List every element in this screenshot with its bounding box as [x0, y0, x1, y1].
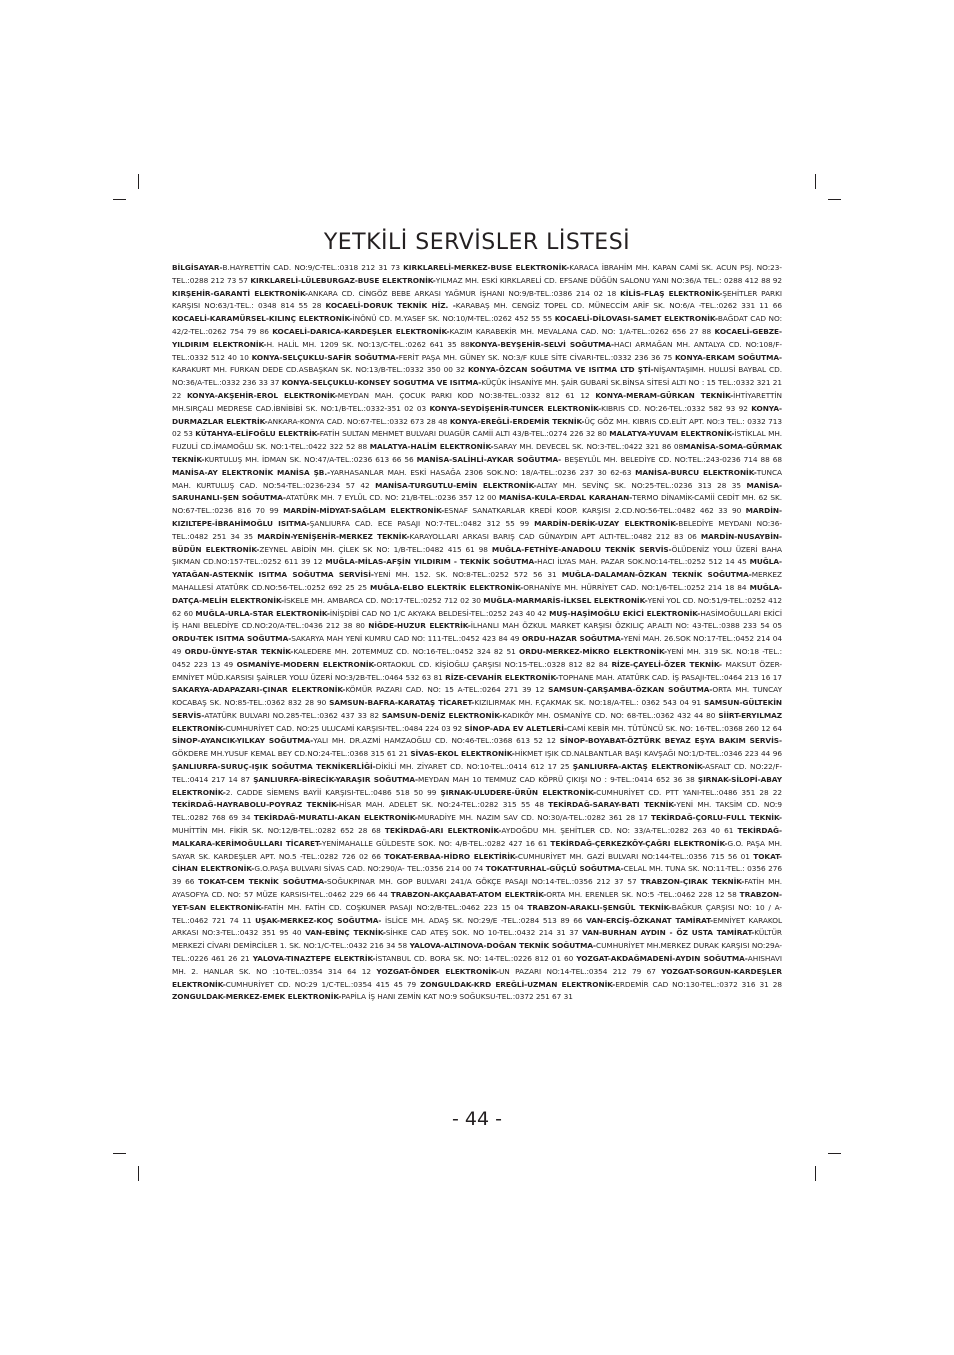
service-address: ALTAY MH. SEVİNÇ SK. NO:25-TEL.:0236 313 28 35	[536, 480, 747, 490]
service-address: G.O. PAŞA MH. SAYAR SK. KARDEŞLER APT. NO.5 -TEL.:0282 726 02 66	[172, 838, 782, 861]
service-address: PAPİLA İŞ HANI ZEMİN KAT NO:9 SOĞUKSU-TEL.:0372 251 67 31	[341, 992, 573, 1002]
service-name: KİLİS-FLAŞ ELEKTRONİK-	[620, 288, 723, 298]
service-address: İNİŞDİBİ CAD NO 1/C AKYAKA BELDESİ-TEL.:0252 243 40 42	[329, 608, 550, 618]
service-address: YENİ YOL CD. NO:51/9-TEL.:0252 412 62 60	[172, 595, 783, 618]
service-address: ESNAF SANATKARLAR KREDİ KOOP. KARŞISI 2.CD.NO:56-TEL.:0482 462 33 90	[444, 506, 746, 516]
service-name: KONYA-ERKAM SOĞUTMA-	[674, 352, 783, 362]
service-entry	[391, 890, 740, 899]
service-entry	[384, 852, 753, 861]
service-address: ŞANLIURFA CAD. ECE PASAJI NO:7-TEL.:0482 312 55 99	[309, 518, 535, 528]
service-address: İHTİYARETTİN MH.SIRÇALI MEDRESE CAD.İBNİBİBİ SK. NO:1/B-TEL.:0332-351 02 03	[172, 390, 783, 413]
service-address: KADIKÖY MH. OSMANİYE CD. NO: 68-TEL.:0362 432 44 80	[502, 710, 719, 720]
service-entry	[329, 698, 704, 707]
service-name: ZONGULDAK-MERKEZ-EMEK ELEKTRONİK-	[172, 992, 342, 1002]
service-name: KONYA-AKŞEHİR-EROL ELEKTRONİK-	[187, 390, 338, 400]
service-name: MUĞLA-URLA-STAR ELEKTRONİK-	[195, 608, 330, 618]
service-entry	[283, 506, 746, 515]
service-name: ZONGULDAK-KRD EREĞLİ-UZMAN ELEKTRONİK-	[420, 979, 616, 989]
service-address: FATİH MH. FATİH CD. COŞKUNER PASAJI NO:2/B-TEL.:0462 223 15 04	[263, 902, 528, 912]
service-entry	[255, 916, 586, 925]
service-address: HACI İLYAS MAH. PAZAR SOK.NO:14-TEL.:0252 512 14 45	[537, 557, 750, 567]
service-address: G.O.PAŞA BULVARI SİVAS CAD. NO:290/A- TEL.:0356 214 00 74	[254, 864, 486, 874]
service-address: CUMHURİYET CD. PTT YANI-TEL.:0486 351 28 22	[596, 787, 783, 797]
service-name: MANİSA-SARUHANLI-ŞEN SOĞUTMA-	[172, 480, 782, 503]
service-name: KONYA-SEYDİŞEHİR-TUNCER ELEKTRONİK-	[429, 403, 602, 413]
service-name: BİLGİSAYAR-	[172, 263, 223, 272]
service-name: KOCAELİ-KARAMÜRSEL-KILINÇ ELEKTRONİK-	[172, 314, 353, 324]
service-address: ASFALT CD. NO:22/F-TEL.:0414 217 14 87	[172, 762, 782, 784]
service-name: SİİRT-ERYILMAZ ELEKTRONİK-	[172, 710, 782, 733]
service-name: YOZGAT-ÖNDER ELEKTRONİK-	[376, 966, 499, 976]
service-name: SİNOP-ADA EV ALETLERİ-	[464, 723, 567, 733]
service-address: KÜÇÜK İHSANİYE MH. ŞAİR GUBARİ SK.BİNSA SİTESİ ALTI NO : 15 TEL.:0332 321 21 22	[172, 378, 783, 400]
service-name: RİZE-CEVAHİR ELEKTRONİK-	[445, 672, 559, 682]
service-address: NİŞANTAŞIMH. HULUSİ BAYBAL CD. NO:36/A-TEL.:0332 236 33 37	[172, 365, 782, 388]
service-entry	[410, 749, 782, 758]
service-address: KIBRIS CD. NO:26-TEL.:0332 582 93 92	[601, 403, 752, 413]
service-entry	[195, 429, 609, 438]
service-address: KALEDERE MH. 20TEMMUZ CD. NO:16-TEL.:0452 324 82 51	[293, 646, 520, 656]
crop-mark-bottom-left-vertical	[138, 1166, 139, 1181]
service-address: ORHANİYE MH. HÜRRİYET CAD. NO:1/6-TEL.:0252 214 18 84	[523, 582, 750, 592]
service-name: KIRŞEHİR-GARANTİ ELEKTRONİK-	[172, 288, 308, 298]
service-address: YENİ MH. 152. SK. NO:8-TEL.:0252 572 56 31	[373, 570, 562, 580]
service-name: MANİSA-TURGUTLU-EMİN ELEKTRONİK-	[375, 480, 537, 490]
service-address: İSTİKLAL MH. FUZULİ CD.İMAMOĞLU SK. NO:1-TEL.:0422 322 52 88	[172, 429, 782, 452]
service-address: TOPHANE MAH. ATATÜRK CAD. İŞ PASAJI-TEL.:0464 213 16 17	[558, 672, 782, 682]
service-name: TOKAT-TURHAL-GÜÇLÜ SOĞUTMA-	[485, 864, 624, 874]
service-address: KÖMÜR PAZARI CAD. NO: 15 A-TEL.:0264 271 39 12	[345, 685, 549, 695]
service-entry	[370, 583, 750, 592]
service-address: MERKEZ MAHALLESİ ATATÜRK CD.NO:56-TEL.:0252 692 25 25	[172, 570, 782, 592]
service-entry	[382, 711, 718, 720]
service-address: H. HALİL MH. 1209 SK. NO:13/C-TEL.:0262 641 35 88	[266, 339, 470, 349]
service-name: MALATYA-YUVAM ELEKTRONİK-	[609, 429, 735, 439]
service-name: MARDİN-DERİK-UZAY ELEKTRONİK-	[534, 518, 679, 528]
service-name: MANİSA-KULA-ERDAL KARAHAN-	[498, 493, 633, 503]
service-address: KURTULUŞ MH. İDMAN SK. NO:47/A-TEL.:0236 613 66 56	[204, 454, 417, 464]
service-address: KARACA İBRAHİM MH. KAPAN CAMİ SK. ACUN PSJ. NO:23-TEL.:0288 212 73 57	[172, 263, 782, 285]
service-entry	[172, 289, 620, 298]
service-entry	[172, 685, 548, 694]
service-name: YALOVA-TINAZTEPE ELEKTRİK-	[252, 954, 376, 964]
service-name: ŞANLIURFA-SURUÇ-IŞIK SOĞUTMA TEKNİKERLİĞİ-	[172, 762, 376, 772]
service-address: KAZIM KARABEKİR MH. MEVALANA CAD. NO: 1/A-TEL.:0262 656 27 88	[449, 326, 715, 336]
service-address: 2. CADDE SİEMENS BAYİİ KARŞISI-TEL.:0486 518 50 99	[225, 787, 441, 797]
crop-mark-top-right-horizontal	[828, 199, 841, 200]
service-address: KARAYOLLARI ARKASI BARIŞ CAD GÜNAYDIN APT ALTI-TEL.:0482 212 83 06	[409, 531, 701, 541]
service-name: ŞANLIURFA-BİRECİK-YARAŞIR SOĞUTMA-	[253, 774, 418, 784]
service-entry	[385, 826, 738, 835]
service-entry	[172, 314, 555, 323]
service-address: GÖKDERE MH.YUSUF KEMAL BEY CD.NO:24-TEL.:0368 315 61 21	[172, 749, 411, 759]
service-name: VAN-EBİNÇ TEKNİK-	[305, 928, 386, 938]
service-address: HASİMOĞULLARI EKİCİ İŞ HANI BELEDİYE CD.NO:20/A-TEL.:0436 212 38 80	[172, 608, 782, 631]
service-address: CAMİ KEBİR MH. TÜTÜNCÜ SK. NO: 16-TEL.:0368 260 12 64	[566, 723, 782, 733]
service-name: KONYA-DURMAZLAR ELEKTRİK-	[172, 403, 782, 426]
service-address: İSLİCE MH. ADAŞ SK. NO:29/E -TEL.:0284 513 89 66	[381, 915, 587, 925]
service-name: KONYA-MERAM-GÜRKAN TEKNİK-	[595, 390, 734, 400]
service-address: HİKMET IŞIK CD.NALBANTLAR BAŞI KAVŞAĞI NO:1/D-TEL.:0346 223 44 96	[514, 749, 783, 759]
service-address: ATATÜRK MH. 7 EYLÜL CD. NO: 21/B-TEL.:0236 357 12 00	[285, 493, 499, 503]
service-address: HİSAR MAH. ADELET SK. NO:24-TEL.:0282 315 55 48	[339, 800, 549, 810]
service-name: RİZE-ÇAYELİ-ÖZER TEKNİK-	[611, 659, 726, 669]
service-address: ATATÜRK BULVARI NO.285-TEL.:0362 437 33 82	[204, 710, 382, 720]
service-name: SAKARYA-ADAPAZARI-ÇINAR ELEKTRONİK-	[172, 685, 346, 695]
service-name: YOZGAT-SORGUN-KARDEŞLER ELEKTRONİK-	[172, 966, 782, 989]
service-address: CUMHURİYET CAD. NO:25 ULUCAMİ KARŞISI-TEL.:0484 224 03 92	[225, 723, 465, 733]
service-address: BELEDİYE MEYDANI NO:36-TEL.:0482 251 34 35	[172, 518, 782, 541]
service-address: ANKARA CD. CİNGÖZ BEBE ARKASI YAĞMUR İŞHANI NO:9/B-TEL.:0386 214 02 18	[307, 288, 621, 298]
service-name: SİNOP-BOYABAT-ÖZTÜRK BEYAZ EŞYA BAKIM SERVİS-	[559, 736, 782, 746]
service-name: ORDU-ÜNYE-STAR TEKNİK-	[184, 646, 294, 656]
service-entry	[257, 532, 701, 541]
service-address: SARAY MH. DEVECEL SK. NO:3-TEL.:0422 321 86 08	[493, 442, 684, 452]
service-name: ŞIRNAK-ULUDERE-ÜRÜN ELEKTRONİK-	[440, 787, 597, 797]
service-name: KONYA-SELÇUKLU-KONSEY SOGUTMA VE ISITMA-	[281, 378, 482, 388]
service-name: KÜTAHYA-ELİFOĞLU ELEKTRİK-	[195, 429, 320, 439]
service-address: FERİT PAŞA MH. GÜNEY SK. NO:3/F KULE SİTE CİVARI-TEL.:0332 236 36 75	[398, 352, 675, 362]
service-name: UŞAK-MERKEZ-KOÇ SOĞUTMA-	[255, 915, 382, 925]
service-entry	[172, 263, 403, 272]
crop-mark-top-left-vertical	[138, 174, 139, 189]
service-address: ŞEHİTLER PARKI KARŞISI NO:63/1-TEL.: 0348 814 55 28	[172, 288, 782, 311]
service-name: KONYA-BEYŞEHİR-SELVİ SOĞUTMA-	[469, 339, 614, 349]
service-name: TEKİRDAĞ-SARAY-BATI TEKNİK-	[548, 800, 677, 810]
service-name: MUŞ-HAŞİMOĞLU EKİCİ ELEKTRONİK-	[549, 608, 701, 618]
service-entry	[376, 967, 661, 976]
service-entry	[187, 391, 595, 400]
service-name: MUĞLA-DALAMAN-ÖZKAN TEKNİK SOĞUTMA-	[561, 570, 752, 580]
service-name: MARDİN-MİDYAT-SAĞLAM ELEKTRONİK-	[283, 506, 445, 516]
service-name: MUĞLA-ELBO ELEKTRİK ELEKTRONİK-	[370, 582, 524, 592]
service-entry	[185, 647, 519, 656]
service-name: TRABZON-ARAKLI-ŞENGÜL TEKNİK-	[527, 902, 672, 912]
service-name: SAMSUN-GÜLTEKİN SERVİS-	[172, 698, 782, 720]
service-name: TRABZON-YET-SAN ELEKTRONİK-	[172, 890, 782, 912]
service-address: ANKARA-KONYA CAD. NO:67-TEL.:0332 673 28 48	[267, 416, 450, 426]
service-address: KARAKURT MH. FURKAN DEDE CD.ASBAŞKAN SK. NO:13/B-TEL.:0332 350 00 32	[172, 365, 468, 375]
service-name: SAMSUN-ÇARŞAMBA-ÖZKAN SOĞUTMA-	[548, 685, 713, 695]
service-address: KIZILIRMAK MH. F.ÇAKMAK SK. NO:18/A-TEL.: 0362 543 04 91	[474, 698, 704, 708]
service-name: VAN-ERCİŞ-ÖZKANAT TAMİRAT-	[586, 915, 714, 925]
service-entry	[375, 481, 746, 490]
service-entry	[253, 775, 698, 784]
service-name: TEKİRDAĞ-ÇORLU-FULL TEKNİK-	[651, 813, 782, 823]
service-name: VAN-BURHAN AYDIN - ÖZ USTA TAMİRAT-	[582, 928, 755, 938]
service-name: NİĞDE-HUZUR ELEKTRİK-	[368, 621, 471, 631]
service-address: İSKELE MH. AMBARCA CD. NO:17-TEL.:0252 712 02 30	[283, 595, 484, 605]
service-entry	[172, 736, 560, 745]
service-entry	[237, 660, 612, 669]
service-name: KONYA-EREĞLİ-ERDEMİR TEKNİK-	[449, 416, 585, 426]
service-address: CUMHURİYET MH. GAZİ BULVARI NO:144-TEL.:0356 715 56 01	[517, 851, 754, 861]
service-name: ORDU-HAZAR SOĞUTMA-	[521, 634, 624, 644]
service-name: KONYA-ÖZCAN SOĞUTMA VE ISITMA LTD ŞTİ-	[467, 365, 654, 375]
service-address: BAĞDAT CAD NO: 42/2-TEL.:0262 754 79 86	[172, 314, 782, 336]
service-name: MANİSA-SALİHLİ-AYKAR SOĞUTMA-	[416, 454, 565, 464]
service-entry	[368, 621, 782, 630]
service-entry	[370, 442, 683, 451]
service-address: MAKSUT ÖZER-EMNİYET MÜD.KARSISI ŞAİRLER YOLU ÜZERİ NO:3/2B-TEL.:0464 532 63 81	[172, 659, 782, 682]
service-name: OSMANİYE-MODERN ELEKTRONİK-	[236, 659, 377, 669]
service-name: KIRKLARELİ-LÜLEBURGAZ-BUSE ELEKTRONİK-	[250, 275, 436, 285]
service-name: SAMSUN-BAFRA-KARATAŞ TİCARET-	[329, 698, 475, 708]
service-address: B.HAYRETTİN CAD. NO:9/C-TEL.:0318 212 31 73	[222, 263, 404, 272]
service-address: KÜLTÜR MERKEZİ CİVARI DEMİRCİLER 1. SK. NO:1/C-TEL.:0432 216 34 58	[172, 928, 782, 951]
service-address: İNÖNÜ CD. M.YASEF SK. NO:10/M-TEL.:0262 452 55 55	[352, 314, 555, 324]
service-name: KOCAELİ-GEBZE-YILDIRIM ELEKTRONİK-	[172, 326, 782, 349]
service-address: ÖLÜDENİZ YOLU ÜZERİ BAHA ŞIKMAN CD.NO:157-TEL.:0252 611 39 12	[172, 544, 782, 567]
service-name: KIRKLARELİ-MERKEZ-BUSE ELEKTRONİK-	[403, 263, 570, 272]
service-address: DİKİLİ MH. ZİYARET CD. NO:10-TEL.:0414 612 17 25	[375, 762, 573, 772]
crop-mark-bottom-right-vertical	[815, 1166, 816, 1181]
service-name: SAMSUN-DENİZ ELEKTRONİK-	[381, 710, 503, 720]
service-name: TRABZON-AKÇAABAT-ATOM ELEKTRİK-	[390, 890, 547, 900]
service-entry	[325, 557, 749, 566]
service-address: MEYDAN MAH 10 TEMMUZ CAD KÖPRÜ ÇIKIŞI NO : 9-TEL.:0414 652 36 38	[417, 774, 698, 784]
service-address: ZEYNEL ABİDİN MH. ÇİLEK SK NO: 1/B-TEL.:0482 415 61 98	[259, 544, 492, 554]
service-address: YENİ MH. 319 SK. NO:18 -TEL.: 0452 223 13 49	[172, 646, 783, 669]
page-title: YETKİLİ SERVİSLER LİSTESİ	[323, 230, 631, 255]
service-name: ŞANLIURFA-AKTAŞ ELEKTRONİK-	[572, 762, 706, 772]
service-address: YARHASANLAR MAH. ESKİ HASAĞA 2306 SOK.NO: 18/A-TEL.:0236 237 30 62-63	[330, 467, 636, 477]
service-entry	[172, 762, 573, 771]
service-address: SİHKE CAD ATEŞ SOK. NO 10-TEL.:0432 214 31 37	[385, 928, 583, 938]
service-name: TEKİRDAĞ-ÇERKEZKÖY-ÇAĞRI ELEKTRONİK-	[550, 838, 728, 848]
service-name: MARDİN-KIZILTEPE-İBRAHİMOĞLU ISITMA-	[172, 506, 782, 528]
service-address: BAĞKUR ÇARŞISI NO: 10 / A-TEL.:0462 721 74 11	[172, 902, 783, 925]
service-address: KARABAŞ MH. CENGİZ TOPEL CD. MÜNECCİM ARİF SK. NO:6/A -TEL.:0262 331 11 66	[455, 301, 782, 311]
service-name: ORDU-TEK ISITMA SOĞUTMA-	[172, 634, 292, 644]
service-name: KONYA-SELÇUKLU-SAFİR SOĞUTMA-	[251, 352, 399, 362]
service-address: ORTA MH. ERENLER SK. NO:5 -TEL.:0462 228 12 58	[546, 890, 740, 900]
service-address: AYDOĞDU MH. ŞEHİTLER CD. NO: 33/A-TEL.:0282 263 40 61	[501, 826, 738, 836]
service-entry	[172, 992, 573, 1001]
service-name: TOKAT-CİHAN ELEKTRONİK-	[172, 851, 783, 874]
service-name: KOCAELİ-DARICA-KARDEŞLER ELEKTRONİK-	[272, 326, 450, 336]
service-entry	[445, 673, 782, 682]
service-address: HACI ARMAĞAN MH. ANTALYA CD. NO:108/F-TEL.:0332 512 40 10	[172, 339, 782, 362]
service-name: MUĞLA-YATAĞAN-ASTEKNİK ISITMA SOĞUTMA SERVİSİ-	[172, 557, 782, 580]
service-address: YILMAZ MH. ESKİ KIRKLARELİ CD. EFSANE DÜĞÜN SALONU YANI NO:36/A TEL.: 0288 412 88 92	[435, 275, 783, 285]
service-entry	[272, 327, 714, 336]
service-entry	[429, 404, 751, 413]
service-address: TERMO DİNAMİK-CAMİİ CEDİT MH. 62 SK. NO:67-TEL.:0236 816 70 99	[172, 493, 783, 516]
service-address: YENİ MH. TAKSİM CD. NO:9 TEL.:0282 768 69 34	[172, 800, 782, 823]
service-name: TEKİRDAĞ-ARI ELEKTRONİK-	[384, 826, 502, 836]
crop-mark-top-left-horizontal	[113, 199, 126, 200]
service-entry	[252, 353, 675, 362]
page-number: - 44 -	[452, 1108, 502, 1130]
service-entry	[172, 800, 548, 809]
service-address: İLHANLI MAH ÖZKUL MARKET KARŞISI ÖZKILIÇ AP.ALTI NO: 43-TEL.:0388 233 54 05	[470, 621, 782, 631]
service-name: MUĞLA-MARMARİS-İLKSEL ELEKTRONİK-	[483, 595, 648, 605]
service-address: YALI MH. DR.AZMİ HAMZAOĞLU CD. NO:46-TEL.:0368 613 52 12	[313, 736, 560, 746]
service-name: TEKİRDAĞ-MURATLI-AKAN ELEKTRONİK-	[253, 813, 418, 823]
service-name: YOZGAT-AKDAĞMADENİ-AYDIN SOĞUTMA-	[576, 954, 748, 964]
service-address: TUNCA MAH. KURTULUŞ CAD. NO:54-TEL.:0236-234 57 42	[172, 467, 782, 490]
service-name: YALOVA-ALTINOVA-DOĞAN TEKNİK SOĞUTMA-	[409, 941, 597, 951]
service-name: ORDU-MERKEZ-MİKRO ELEKTRONİK-	[519, 646, 668, 656]
service-entry	[172, 468, 635, 477]
service-address: ÜÇ GÖZ MH. KIBRIS CD.ELİT APT. NO:3 TEL.: 0332 713 02 53	[172, 416, 782, 439]
service-name: TOKAT-CEM TEKNİK SOĞUTMA-	[198, 877, 327, 887]
service-address: FATİH SULTAN MEHMET BULVARI DUAGÜR CAMİİ ALTI 43/B-TEL.:0274 226 32 80	[319, 429, 610, 439]
service-name: MUĞLA-DATÇA-MELİH ELEKTRONİK-	[172, 582, 783, 605]
service-address: ERDEMİR CAD NO:130-TEL.:0372 316 31 28	[615, 979, 782, 989]
service-address: YENİ MAH. 26.SOK NO:17-TEL.:0452 214 04 49	[172, 634, 782, 656]
service-name: SİVAS-EKOL ELEKTRONİK-	[410, 749, 515, 759]
service-name: TEKİRDAĞ-HAYRABOLU-POYRAZ TEKNİK-	[172, 800, 340, 810]
service-entry	[253, 954, 577, 963]
service-entry	[198, 877, 640, 886]
service-address: ORTAOKUL CD. KİŞİOĞLU ÇARŞISI NO:15-TEL.:0328 812 82 84	[376, 659, 612, 669]
crop-mark-bottom-right-horizontal	[828, 1153, 841, 1154]
service-address: CUMHURİYET MH.MERKEZ DURAK KARŞISI NO:29A-TEL.:0226 461 26 21	[172, 941, 782, 964]
service-address: FATİH MH. AYASOFYA CD. NO: 57 MÜZE KARSISI-TEL.:0462 229 66 44	[172, 877, 783, 900]
service-address: MUHİTTİN MH. FİKİR SK. NO:12/B-TEL.:0282 652 28 68	[172, 826, 385, 836]
service-address: İSTANBUL CD. BORA SK. NO: 14-TEL.:0226 812 01 60	[375, 954, 577, 964]
service-address: SOĞUKPINAR MH. GOP BULVARI 241/A GÖKÇE PASAJI NO:14-TEL.:0356 212 37 57	[327, 877, 641, 887]
service-name: TOKAT-ERBAA-HİDRO ELEKTİRİK-	[384, 851, 518, 861]
service-name: MANİSA-SOMA-GÜRMAK TEKNİK-	[172, 442, 782, 464]
service-name: TEKİRDAĞ-MALKARA-KERİMOĞULLARI TİCARET-	[172, 826, 783, 848]
service-entry	[417, 455, 782, 464]
service-entry	[172, 634, 522, 643]
service-name: SİNOP-AYANCIK-YILKAY SOĞUTMA-	[172, 736, 314, 746]
service-name: KOCAELİ-DORUK TEKNİK HİZ. -	[325, 301, 456, 311]
service-entry	[250, 276, 782, 285]
service-name: ŞIRNAK-SİLOPİ-ABAY ELEKTRONİK-	[172, 774, 782, 797]
service-list	[172, 262, 782, 1004]
service-address: MURADİYE MH. NAZIM SAV CD. NO:30/A-TEL.:0282 361 28 17	[417, 813, 652, 823]
service-address: CUMHURİYET CD. NO:29 1/C-TEL.:0354 415 45 79	[225, 979, 421, 989]
service-address: YENİMAHALLE GÜLDESTE SOK. NO: 4/B-TEL.:0282 427 16 61	[321, 838, 551, 848]
service-address: SAKARYA MAH YENİ KUMRU CAD NO: 111-TEL.:0452 423 84 49	[291, 634, 522, 644]
service-entry	[440, 788, 782, 797]
service-address: AHISHAVI MH. 2. HANLAR SK. NO :10-TEL.:0354 314 64 12	[172, 954, 782, 976]
service-entry	[465, 724, 783, 733]
service-entry	[254, 813, 651, 822]
service-address: MEYDAN MAH. ÇOCUK PARKI KOD NO:38-TEL.:0332 812 61 12	[337, 390, 596, 400]
service-entry	[305, 928, 582, 937]
service-name: MARDİN-NUSAYBİN-BÜDÜN ELEKTRONİK-	[172, 531, 782, 554]
service-address: ORTA MH. TUNCAY KOCABAŞ SK. NO:85-TEL.:0362 832 28 90	[172, 685, 783, 708]
service-name: MUĞLA-FETHİYE-ANADOLU TEKNİK SERVİS-	[491, 544, 672, 554]
service-name: MANİSA-BURCU ELEKTRONİK-	[635, 467, 757, 477]
crop-mark-top-right-vertical	[815, 174, 816, 189]
service-address: UN PAZARI NO:14-TEL.:0354 212 79 67	[498, 966, 662, 976]
service-entry	[326, 301, 782, 310]
service-address: BEŞEYLÜL MH. BELEDİYE CD. NO:TEL.:243-0236 714 88 68	[564, 454, 782, 464]
service-name: MUĞLA-MİLAS-AFŞİN YILDIRIM - TEKNİK SOĞUTMA-	[325, 557, 538, 567]
service-address: EMNİYET KARAKOL ARKASI NO:3-TEL.:0432 351 95 40	[172, 915, 783, 938]
service-address: CELAL MH. TUNA SK. NO:11-TEL.: 0356 276 39 66	[172, 864, 782, 887]
service-name: KOCAELİ-DİLOVASI-SAMET ELEKTRONİK-	[554, 314, 718, 324]
service-entry	[420, 980, 782, 989]
service-name: MALATYA-HALİM ELEKTRONİK-	[369, 442, 494, 452]
service-name: MANİSA-AY ELEKTRONİK MANİSA ŞB.-	[172, 467, 331, 477]
service-entry	[195, 609, 549, 618]
service-name: MARDİN-YENİŞEHİR-MERKEZ TEKNİK-	[257, 531, 410, 541]
crop-mark-bottom-left-horizontal	[113, 1153, 126, 1154]
service-name: TRABZON-ÇIRAK TEKNİK-	[640, 877, 745, 887]
